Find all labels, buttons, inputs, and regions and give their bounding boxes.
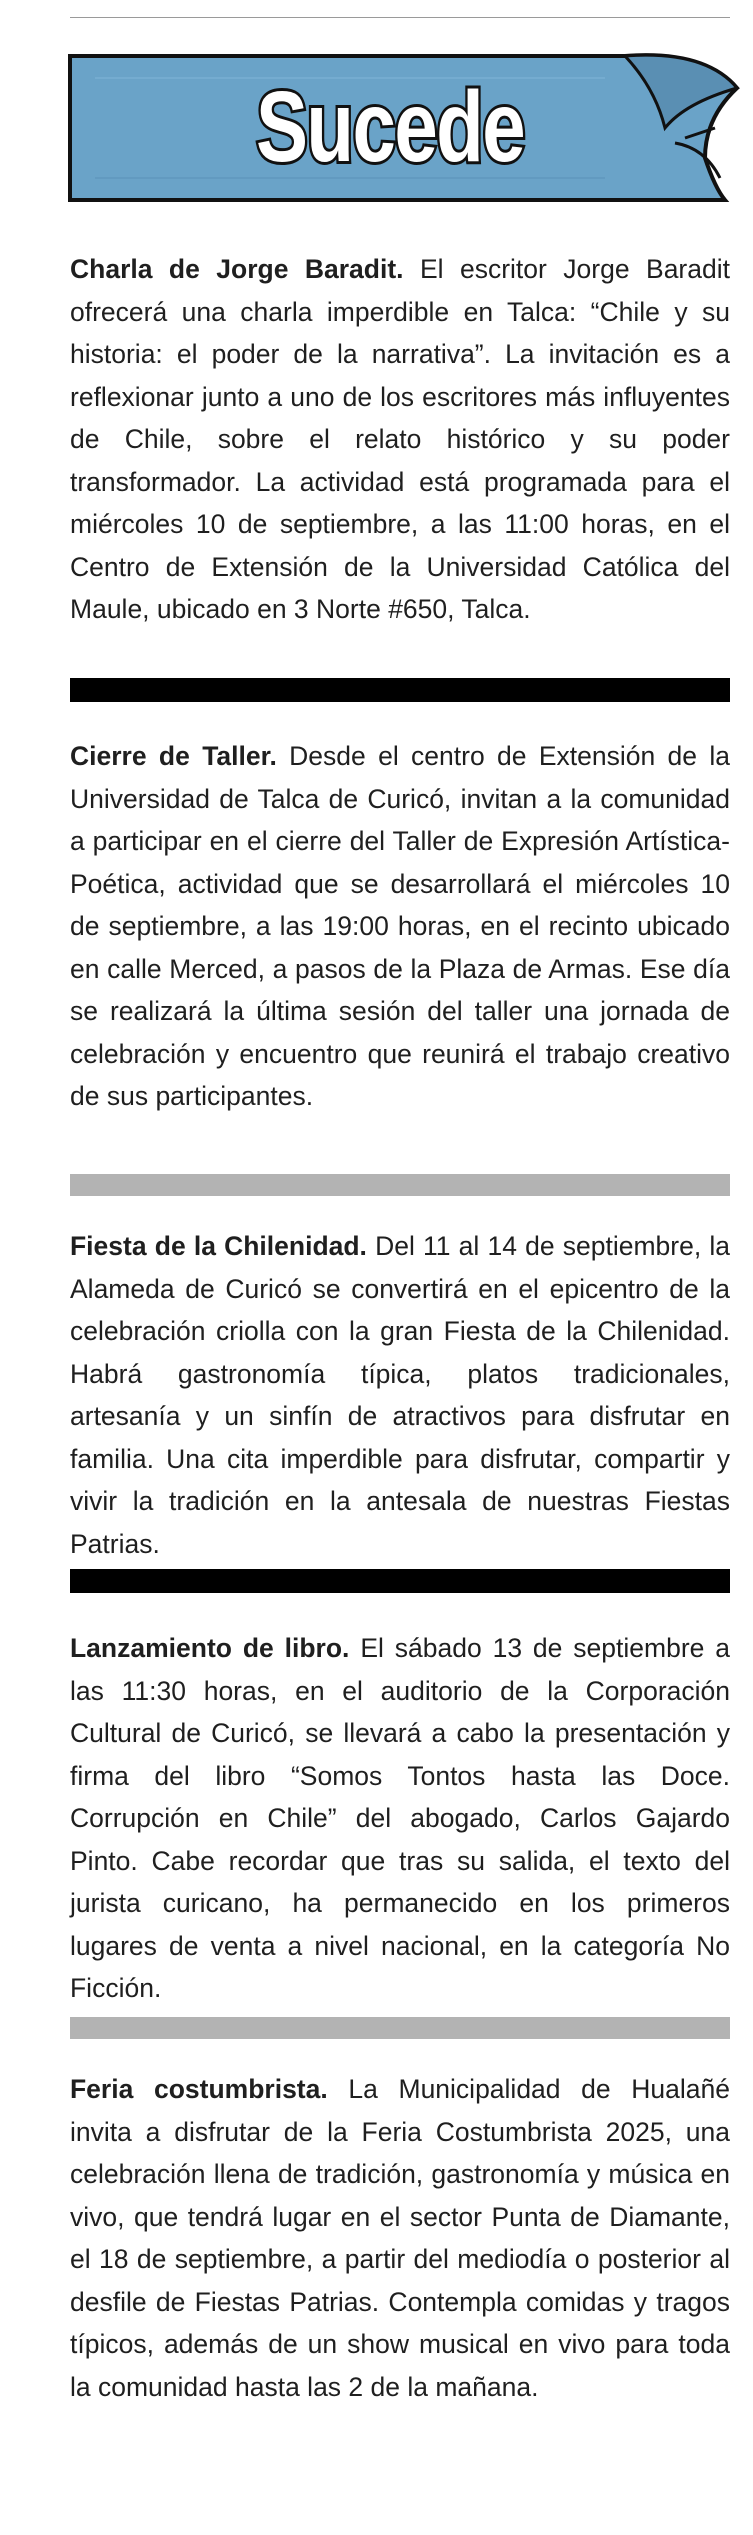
article-body: El escritor Jorge Baradit ofrecerá una charla imperdible en Talca: “Chile y su historia: el poder de la narrativa”. La invitación es a reflexionar junto a uno de los escritores más influyentes de Chile, sobre el relato histórico y su poder transformador. La actividad está programada para el miércoles 10 de septiembre, a las 11:00 horas, en el Centro de Extensión de la Universidad Católica del Maule, ubicado en 3 Norte #650, Talca.	[70, 254, 730, 624]
article-body: El sábado 13 de septiembre a las 11:30 horas, en el auditorio de la Corporación Cultural de Curicó, se llevará a cabo la presentación y firma del libro “Somos Tontos hasta las Doce. Corrupción en Chile” del abogado, Carlos Gajardo Pinto. Cabe recordar que tras su salida, el texto del jurista curicano, ha permanecido en los primeros lugares de venta a nivel nacional, en la categoría No Ficción.	[70, 1633, 731, 2003]
section-banner	[65, 48, 740, 208]
article-charla-baradit	[70, 248, 730, 631]
top-rule	[70, 17, 730, 18]
article-cierre-taller	[70, 735, 730, 1118]
divider-black	[70, 678, 730, 702]
article-lanzamiento-libro	[70, 1627, 730, 2010]
divider-gray	[70, 1174, 730, 1196]
article-feria-costumbrista	[70, 2068, 730, 2408]
article-headline: Feria costumbrista.	[70, 2074, 328, 2104]
divider-gray	[70, 2017, 730, 2039]
article-headline: Fiesta de la Chilenidad.	[70, 1231, 367, 1261]
article-headline: Cierre de Taller.	[70, 741, 277, 771]
article-body: Desde el centro de Extensión de la Universidad de Talca de Curicó, invitan a la comunidad a participar en el cierre del Taller de Expresión Artística-Poética, actividad que se desarrollará el miércoles 10 de septiembre, a las 19:00 horas, en el recinto ubicado en calle Merced, a pasos de la Plaza de Armas. Ese día se realizará la última sesión del taller una jornada de celebración y encuentro que reunirá el trabajo creativo de sus participantes.	[70, 741, 730, 1111]
article-body: Del 11 al 14 de septiembre, la Alameda de Curicó se convertirá en el epicentro de la celebración criolla con la gran Fiesta de la Chilenidad. Habrá gastronomía típica, platos tradicionales, artesanía y un sinfín de atractivos para disfrutar en familia. Una cita imperdible para disfrutar, compartir y vivir la tradición en la antesala de nuestras Fiestas Patrias.	[70, 1231, 730, 1559]
divider-black	[70, 1569, 730, 1593]
article-fiesta-chilenidad	[70, 1225, 730, 1565]
article-body: La Municipalidad de Hualañé invita a disfrutar de la Feria Costumbrista 2025, una celebración llena de tradición, gastronomía y música en vivo, que tendrá lugar en el sector Punta de Diamante, el 18 de septiembre, a partir del mediodía o posterior al desfile de Fiestas Patrias. Contempla comidas y tragos típicos, además de un show musical en vivo para toda la comunidad hasta las 2 de la mañana.	[70, 2074, 730, 2402]
article-headline: Lanzamiento de libro.	[70, 1633, 350, 1663]
section-title: Sucede	[255, 71, 525, 183]
article-headline: Charla de Jorge Baradit.	[70, 254, 404, 284]
